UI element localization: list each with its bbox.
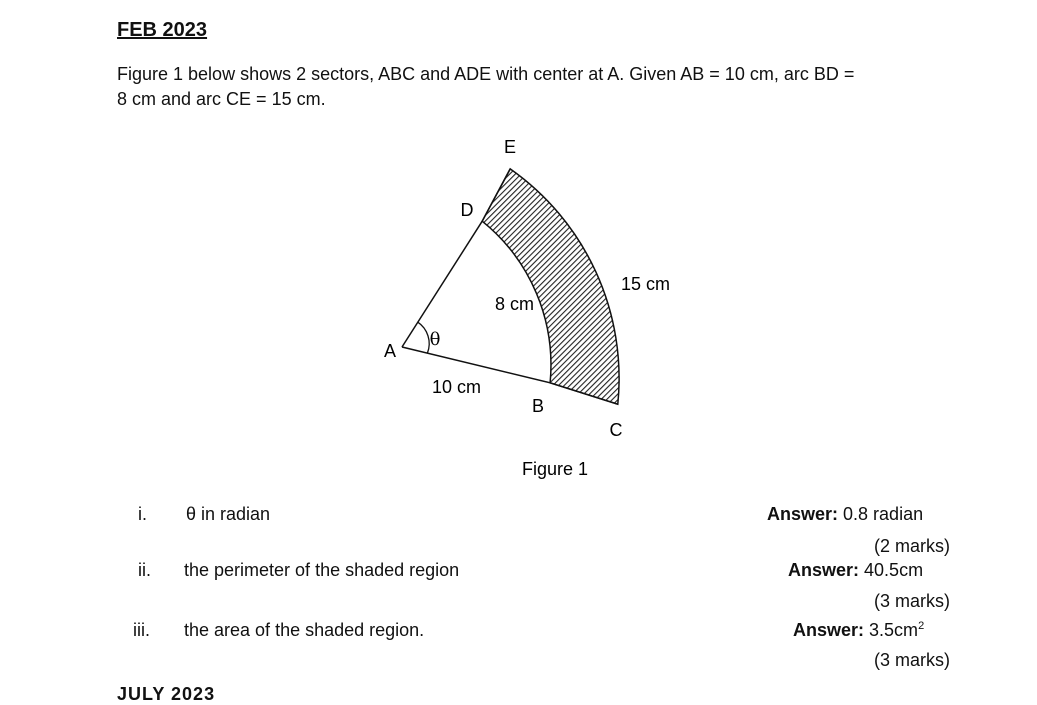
label-arc-bd: 8 cm [495, 294, 535, 314]
next-section-heading: JULY 2023 [117, 684, 216, 704]
label-c: C [609, 420, 623, 440]
answer-superscript-3: 2 [918, 620, 925, 632]
figure-caption: Figure 1 [521, 459, 589, 479]
answer-label-3: Answer: [793, 620, 865, 640]
marks-2: (3 marks) [874, 591, 950, 611]
answer-label-2: Answer: [788, 560, 860, 580]
label-ab: 10 cm [432, 377, 482, 397]
label-theta: θ [429, 329, 441, 350]
sector-figure [360, 125, 705, 485]
answer-value-2: 40.5cm [864, 560, 924, 580]
question-text-3: the area of the shaded region. [184, 620, 425, 640]
marks-1: (2 marks) [874, 536, 950, 556]
answer-2 [788, 560, 923, 581]
label-arc-ce: 15 cm [621, 274, 671, 294]
answer-value-3: 3.5cm [869, 620, 919, 640]
problem-line-2: 8 cm and arc CE = 15 cm. [117, 89, 326, 109]
label-b: B [531, 396, 545, 416]
label-e: E [503, 137, 517, 157]
marks-3: (3 marks) [874, 650, 950, 670]
shaded-region [482, 169, 619, 404]
section-heading: FEB 2023 [117, 19, 208, 41]
question-text-2: the perimeter of the shaded region [184, 560, 460, 580]
question-number-1: i. [138, 504, 147, 524]
question-number-3: iii. [133, 620, 150, 640]
answer-3 [793, 620, 924, 641]
answer-label-1: Answer: [767, 504, 839, 524]
question-text-1: θ in radian [186, 504, 271, 524]
angle-theta-arc [418, 322, 430, 353]
question-number-2: ii. [138, 560, 151, 580]
problem-statement [117, 62, 854, 112]
answer-value-1: 0.8 radian [843, 504, 924, 524]
problem-line-1: Figure 1 below shows 2 sectors, ABC and ADE with center at A. Given AB = 10 cm, arc BD = [117, 64, 855, 84]
answer-1 [767, 504, 923, 525]
label-d: D [460, 200, 474, 220]
label-a: A [383, 341, 397, 361]
radius-ad [402, 221, 482, 347]
